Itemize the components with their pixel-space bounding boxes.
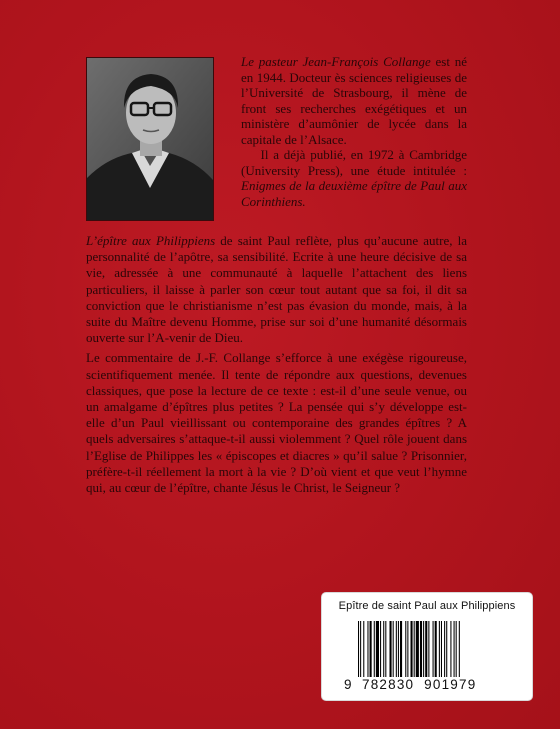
barcode-bar xyxy=(423,621,424,677)
isbn-remaining-digits: 782830 901979 xyxy=(362,677,477,692)
barcode-bar xyxy=(398,621,399,677)
barcode-bar xyxy=(374,621,375,677)
barcode-bar xyxy=(459,621,460,677)
barcode-image xyxy=(356,621,512,677)
barcode-bar xyxy=(383,621,384,677)
barcode-bar xyxy=(428,621,429,677)
barcode-bar xyxy=(416,621,419,677)
bio-paragraph-1 xyxy=(241,54,467,147)
barcode-bar xyxy=(425,621,427,677)
barcode-bar xyxy=(367,621,368,677)
author-portrait-image xyxy=(87,58,213,220)
barcode-bar xyxy=(380,621,381,677)
barcode-bar xyxy=(439,621,440,677)
barcode-bar xyxy=(456,621,457,677)
barcode-bar xyxy=(454,621,455,677)
barcode-bar xyxy=(420,621,422,677)
description-paragraph-2: Le commentaire de J.-F. Collange s’efforce à une exégèse rigoureuse, scientifiquement menée. Il tente de répondre aux questions, devenues classiques, que pose la lecture de ce texte : est-il d’une seule venue, ou un amalgame d’épîtres plus petites ? La pensée qui s’y développe est-elle d’un Paul vieillissant ou contemporaine des grandes épîtres ? A quels adversaires s’attaque-t-il aussi violemment ? Quel rôle jouent dans l’Eglise de Philippes les « épiscopes et diacres » qu’il salue ? Prisonnier, préfère-t-il réellement la mort à la vie ? D’où vient et que veut l’hymne qui, au cœur de l’épître, chante Jésus le Christ, le Seigneur ? xyxy=(86,350,467,496)
barcode-bar xyxy=(411,621,413,677)
barcode-bar xyxy=(396,621,397,677)
barcode-bar xyxy=(407,621,408,677)
barcode-bar xyxy=(393,621,394,677)
barcode-bar xyxy=(435,621,437,677)
barcode-bar xyxy=(360,621,361,677)
sticker-title: Epître de saint Paul aux Philippiens xyxy=(338,600,516,612)
bio-text-2: Il a déjà publié, en 1972 à Cambridge (University Press), une étude intitulée : xyxy=(241,147,467,178)
previous-book-title: Enigmes de la deuxième épître de Paul aux Corinthiens. xyxy=(241,178,467,209)
barcode-bar xyxy=(390,621,392,677)
description-paragraph-1 xyxy=(86,233,467,346)
barcode-bar xyxy=(441,621,442,677)
book-description xyxy=(86,233,467,500)
barcode-bar xyxy=(433,621,434,677)
bio-paragraph-2 xyxy=(241,147,467,209)
author-photo xyxy=(87,58,213,220)
barcode-bar xyxy=(400,621,402,677)
isbn-first-digit: 9 xyxy=(344,677,353,692)
barcode-bar xyxy=(358,621,359,677)
bio-text-1: est né en 1944. Docteur ès sciences religieuses de l’Université de Strasbourg, il mène de front ses recherches exégétiques et un ministère d’aumônier de lycée dans la capitale de l’Alsace. xyxy=(241,54,467,147)
description-text-1: de saint Paul reflète, plus qu’aucune autre, la personnalité de l’apôtre, sa sensibilité. Ecrite à une heure décisive de sa vie, adressée à une communauté à laquelle l’attachent des liens particuliers, il laisse à parler son cœur tout autant que sa foi, il dit sa conviction que le christianisme n’est pas évasion du monde, mais, à la suite du Maître devenu Homme, prise sur soi d’une humanité désormais ouverte sur l’A-venir de Dieu. xyxy=(86,233,467,346)
author-biography xyxy=(241,54,467,209)
barcode-bar xyxy=(414,621,415,677)
barcode-bar xyxy=(370,621,372,677)
barcode-bar xyxy=(376,621,379,677)
barcode-bar xyxy=(444,621,445,677)
barcode-bar xyxy=(446,621,447,677)
barcode-bar xyxy=(405,621,406,677)
isbn-sticker xyxy=(322,593,532,700)
isbn-digits xyxy=(344,677,522,692)
barcode-bar xyxy=(363,621,364,677)
barcode-bar xyxy=(385,621,386,677)
book-title-italic: L’épître aux Philippiens xyxy=(86,233,216,248)
barcode-bar xyxy=(450,621,451,677)
author-name: Le pasteur Jean-François Collange xyxy=(241,54,431,69)
